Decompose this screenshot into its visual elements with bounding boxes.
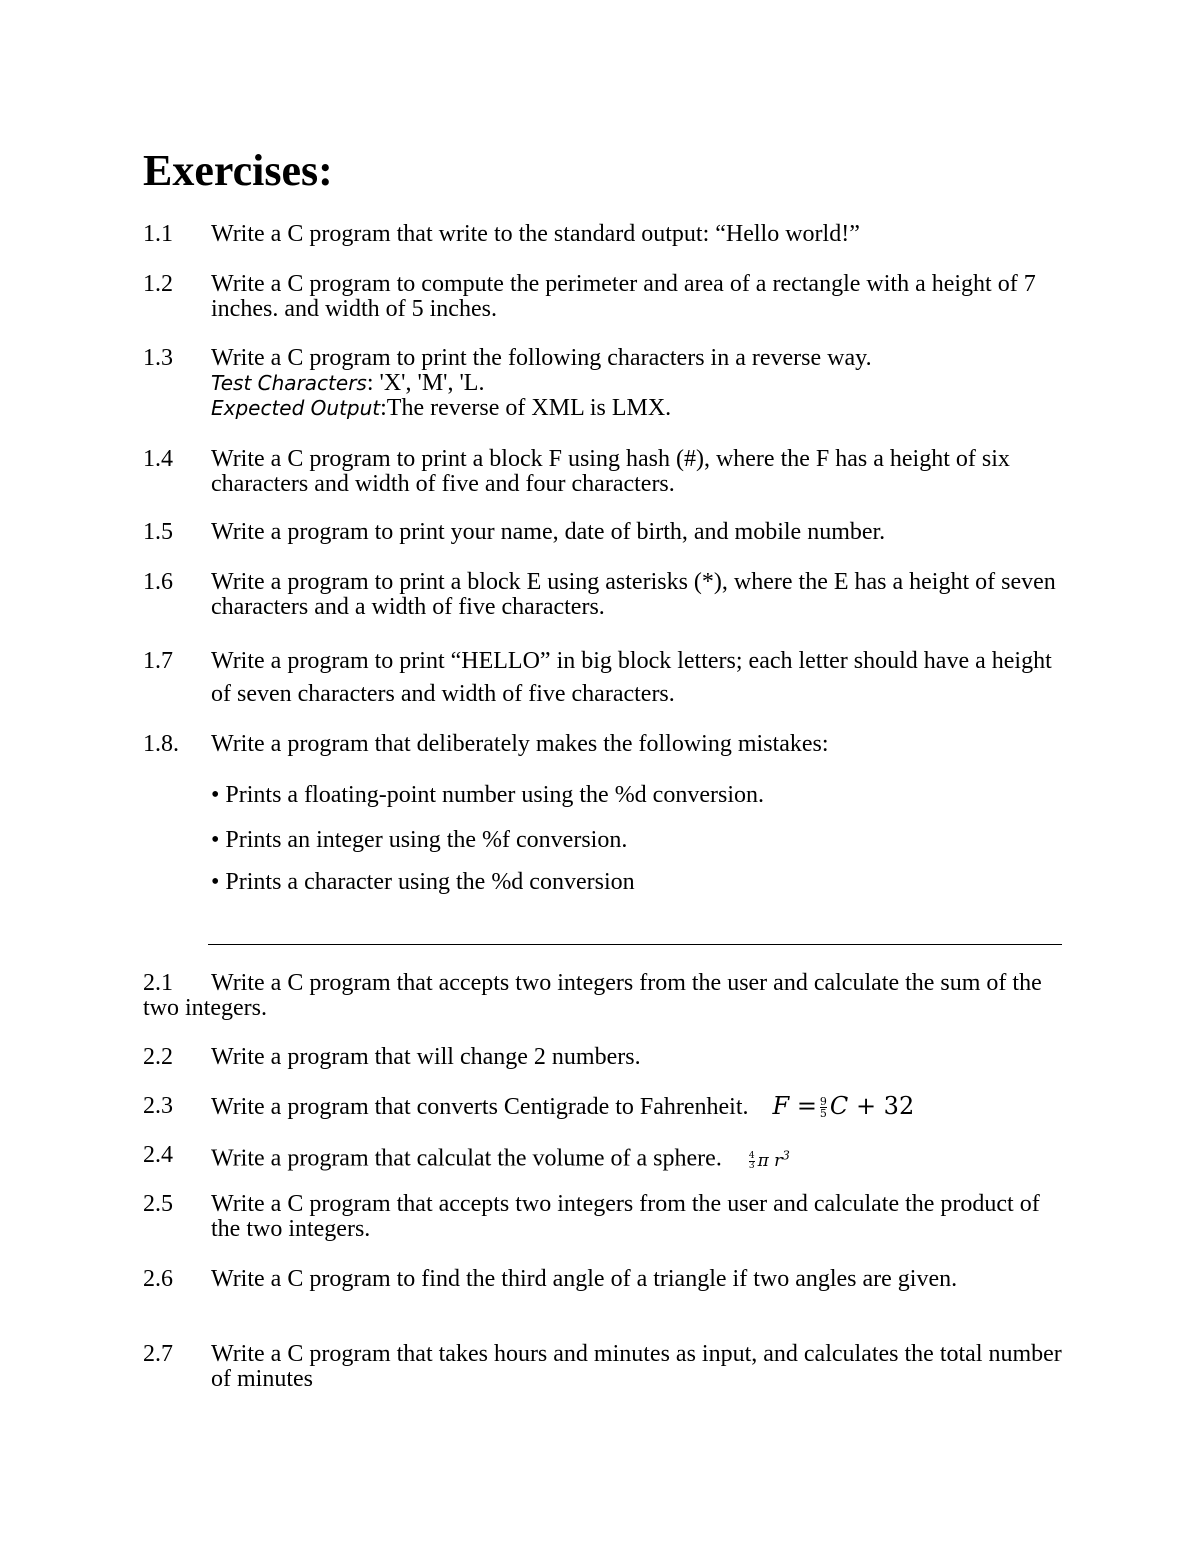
exercise-text: Write a C program to compute the perimeter and area of a rectangle with a height of 7 inches. and width of 5 inches. (211, 271, 1036, 322)
exercise-text: Write a program to print a block E using asterisks (*), where the E has a height of seven characters and a width of five characters. (211, 569, 1056, 620)
exercise-number: 1.8. (143, 731, 179, 757)
exercise-item (143, 346, 1073, 421)
exercise-text (211, 1143, 1073, 1174)
exercise-text (211, 346, 1073, 421)
exercise-text: Write a C program to find the third angle of a triangle if two angles are given. (211, 1266, 958, 1292)
exercise-item (143, 732, 1073, 757)
exercise-number: 1.6 (143, 569, 173, 595)
exercise-text: Write a C program to print a block F using hash (#), where the F has a height of six characters and width of five and four characters. (211, 446, 1010, 497)
formula-equals: = (796, 1092, 817, 1120)
sphere-volume-formula (746, 1148, 790, 1171)
exercise-number: 1.7 (143, 648, 173, 674)
test-characters-line (211, 371, 1073, 396)
exercise-text-line: Write a program that converts Centigrade to Fahrenheit. (211, 1094, 749, 1120)
exercise-number: 1.3 (143, 345, 173, 371)
test-characters-value: : 'X', 'M', 'L. (366, 370, 485, 396)
exercise-number: 2.4 (143, 1142, 173, 1168)
exercise-number: 2.1 (143, 970, 173, 996)
exercise-item (143, 1094, 1073, 1120)
exercise-text (211, 1094, 1073, 1120)
exercise-item (143, 971, 1073, 1021)
fraction-denominator: 5 (819, 1107, 827, 1120)
exercise-number: 1.5 (143, 519, 173, 545)
exercise-text: Write a C program that write to the standard output: “Hello world!” (211, 221, 860, 247)
exercise-item (143, 222, 1073, 247)
formula-variable: r (774, 1150, 783, 1171)
exercise-number: 2.6 (143, 1266, 173, 1292)
exercise-item (143, 570, 1073, 620)
test-characters-label: Test Characters (211, 371, 367, 395)
expected-output-value: :The reverse of XML is LMX. (380, 395, 672, 421)
exercise-number: 2.7 (143, 1341, 173, 1367)
exercise-number: 1.4 (143, 446, 173, 472)
fraction-denominator: 3 (748, 1160, 755, 1171)
exercise-item (143, 272, 1073, 322)
exercise-item (143, 1192, 1073, 1242)
exercise-item (143, 520, 1073, 545)
exercise-text: Write a program that deliberately makes the following mistakes: (211, 731, 829, 757)
exercise-number: 1.1 (143, 221, 173, 247)
exercise-number: 2.3 (143, 1093, 173, 1119)
formula-constant: + 32 (855, 1092, 915, 1120)
formula-exponent: 3 (782, 1148, 790, 1162)
exercise-item (143, 645, 1073, 711)
exercise-item (143, 1143, 1073, 1174)
exercise-item (143, 447, 1073, 497)
exercise-item (143, 1045, 1073, 1070)
exercise-text: Write a C program that accepts two integers from the user and calculate the product of the two integers. (211, 1191, 1040, 1242)
exercise-text-line: Write a C program to print the following characters in a reverse way. (211, 345, 872, 371)
expected-output-label: Expected Output (211, 396, 381, 420)
formula-variable: C (829, 1092, 849, 1120)
formula-fraction (749, 1152, 755, 1171)
formula-pi: π (757, 1150, 769, 1171)
formula-fraction (820, 1096, 827, 1119)
bullet-item: • Prints an integer using the %f conversion. (211, 827, 628, 853)
exercise-text: Write a C program that takes hours and minutes as input, and calculates the total number of minutes (211, 1341, 1062, 1392)
page-title: Exercises: (143, 146, 333, 195)
fraction-numerator: 9 (819, 1095, 827, 1108)
bullet-item: • Prints a floating-point number using the %d conversion. (211, 782, 764, 808)
exercise-number: 2.2 (143, 1044, 173, 1070)
exercise-text: Write a program to print your name, date of birth, and mobile number. (211, 519, 886, 545)
section-divider (208, 944, 1062, 945)
formula-lhs: F (772, 1092, 790, 1120)
exercise-text: Write a program to print “HELLO” in big block letters; each letter should have a height of seven characters and width of five characters. (211, 648, 1052, 707)
fahrenheit-formula (773, 1092, 915, 1120)
exercise-text-line: Write a program that calculat the volume of a sphere. (211, 1145, 722, 1172)
exercise-text: Write a C program that accepts two integers from the user and calculate the sum of the two integers. (143, 970, 1042, 1021)
exercise-number: 2.5 (143, 1191, 173, 1217)
exercise-number: 1.2 (143, 271, 173, 297)
exercise-item (143, 1342, 1073, 1392)
fraction-numerator: 4 (748, 1150, 755, 1161)
expected-output-line (211, 396, 1073, 421)
exercise-text: Write a program that will change 2 numbers. (211, 1044, 641, 1070)
bullet-item: • Prints a character using the %d conversion (211, 869, 635, 895)
exercise-item (143, 1267, 1073, 1292)
